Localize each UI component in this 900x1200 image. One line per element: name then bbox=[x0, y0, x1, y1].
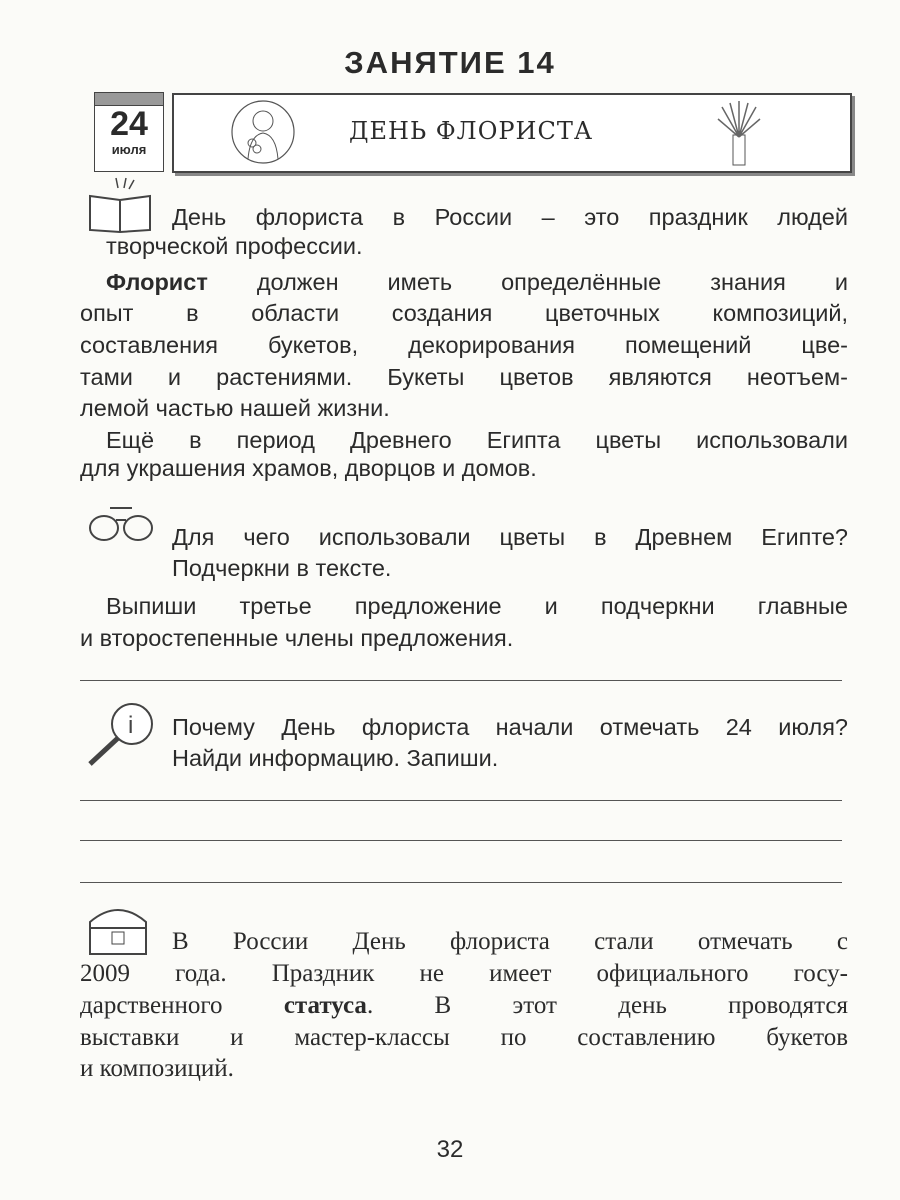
text-segment: Найди информацию. Запиши. bbox=[172, 745, 499, 771]
calendar-icon bbox=[94, 92, 164, 172]
open-book-icon bbox=[86, 174, 154, 234]
answer-line[interactable] bbox=[80, 840, 842, 841]
reading-line bbox=[172, 202, 848, 232]
task2-line bbox=[172, 743, 848, 773]
text-segment: опыт в области создания цветочных композиций, bbox=[80, 300, 848, 326]
text-segment: . В этот день проводятся bbox=[366, 992, 849, 1019]
fact-line bbox=[80, 1054, 848, 1084]
reading-line bbox=[106, 425, 848, 455]
answer-line[interactable] bbox=[80, 800, 842, 801]
answer-line[interactable] bbox=[80, 882, 842, 883]
text-segment: выставки и мастер-классы по составлению букетов bbox=[80, 1024, 848, 1051]
text-segment: Ещё в период Древнего Египта цветы использовали bbox=[106, 427, 848, 453]
calendar-month: июля bbox=[111, 142, 147, 157]
lesson-banner bbox=[172, 93, 852, 173]
florist-girl-icon bbox=[230, 99, 296, 165]
task1-line bbox=[106, 591, 848, 621]
reading-line bbox=[80, 298, 848, 328]
text-segment: дарственного bbox=[80, 992, 284, 1019]
lesson-title: ЗАНЯТИЕ 14 bbox=[344, 45, 556, 80]
text-segment: тами и растениями. Букеты цветов являются неотъем- bbox=[80, 364, 848, 390]
reading-line bbox=[106, 267, 848, 297]
reading-line bbox=[106, 231, 848, 261]
bold-term: Флорист bbox=[106, 269, 208, 295]
text-segment: должен иметь определённые знания и bbox=[207, 269, 848, 295]
treasure-chest-icon bbox=[84, 900, 154, 958]
page-number: 32 bbox=[436, 1136, 464, 1163]
fact-line bbox=[80, 959, 848, 989]
flower-vase-icon bbox=[714, 101, 764, 167]
task2-line bbox=[172, 712, 848, 742]
text-segment: 2009 года. Праздник не имеет официального госу- bbox=[80, 960, 848, 987]
reading-line bbox=[80, 330, 848, 360]
svg-text:i: i bbox=[128, 712, 134, 739]
task1-line bbox=[80, 623, 848, 653]
reading-line bbox=[80, 453, 848, 483]
text-segment: Подчеркни в тексте. bbox=[172, 555, 392, 581]
banner-title: ДЕНЬ ФЛОРИСТА bbox=[349, 117, 594, 145]
reading-line bbox=[80, 362, 848, 392]
answer-line[interactable] bbox=[80, 680, 842, 681]
bold-term: статуса bbox=[283, 992, 367, 1019]
text-segment: Выпиши третье предложение и подчеркни главные bbox=[106, 593, 848, 619]
task1-line bbox=[172, 522, 848, 552]
text-segment: День флориста в России – это праздник людей bbox=[172, 204, 848, 230]
fact-line bbox=[80, 991, 848, 1021]
text-segment: В России День флориста стали отмечать с bbox=[172, 928, 848, 955]
binoculars-icon bbox=[86, 500, 160, 544]
task1-line bbox=[172, 553, 848, 583]
text-segment: лемой частью нашей жизни. bbox=[80, 395, 390, 421]
text-segment: Почему День флориста начали отмечать 24 июля? bbox=[172, 714, 848, 740]
text-segment: составления букетов, декорирования помещений цве- bbox=[80, 332, 848, 358]
fact-line bbox=[172, 927, 848, 957]
text-segment: для украшения храмов, дворцов и домов. bbox=[80, 455, 537, 481]
text-segment: и композиций. bbox=[80, 1055, 234, 1082]
calendar-day: 24 bbox=[110, 105, 148, 143]
magnifier-info-icon bbox=[84, 700, 158, 770]
text-segment: и второстепенные члены предложения. bbox=[80, 625, 514, 651]
fact-line bbox=[80, 1023, 848, 1053]
text-segment: творческой профессии. bbox=[106, 233, 363, 259]
reading-line bbox=[80, 393, 848, 423]
text-segment: Для чего использовали цветы в Древнем Египте? bbox=[172, 524, 848, 550]
